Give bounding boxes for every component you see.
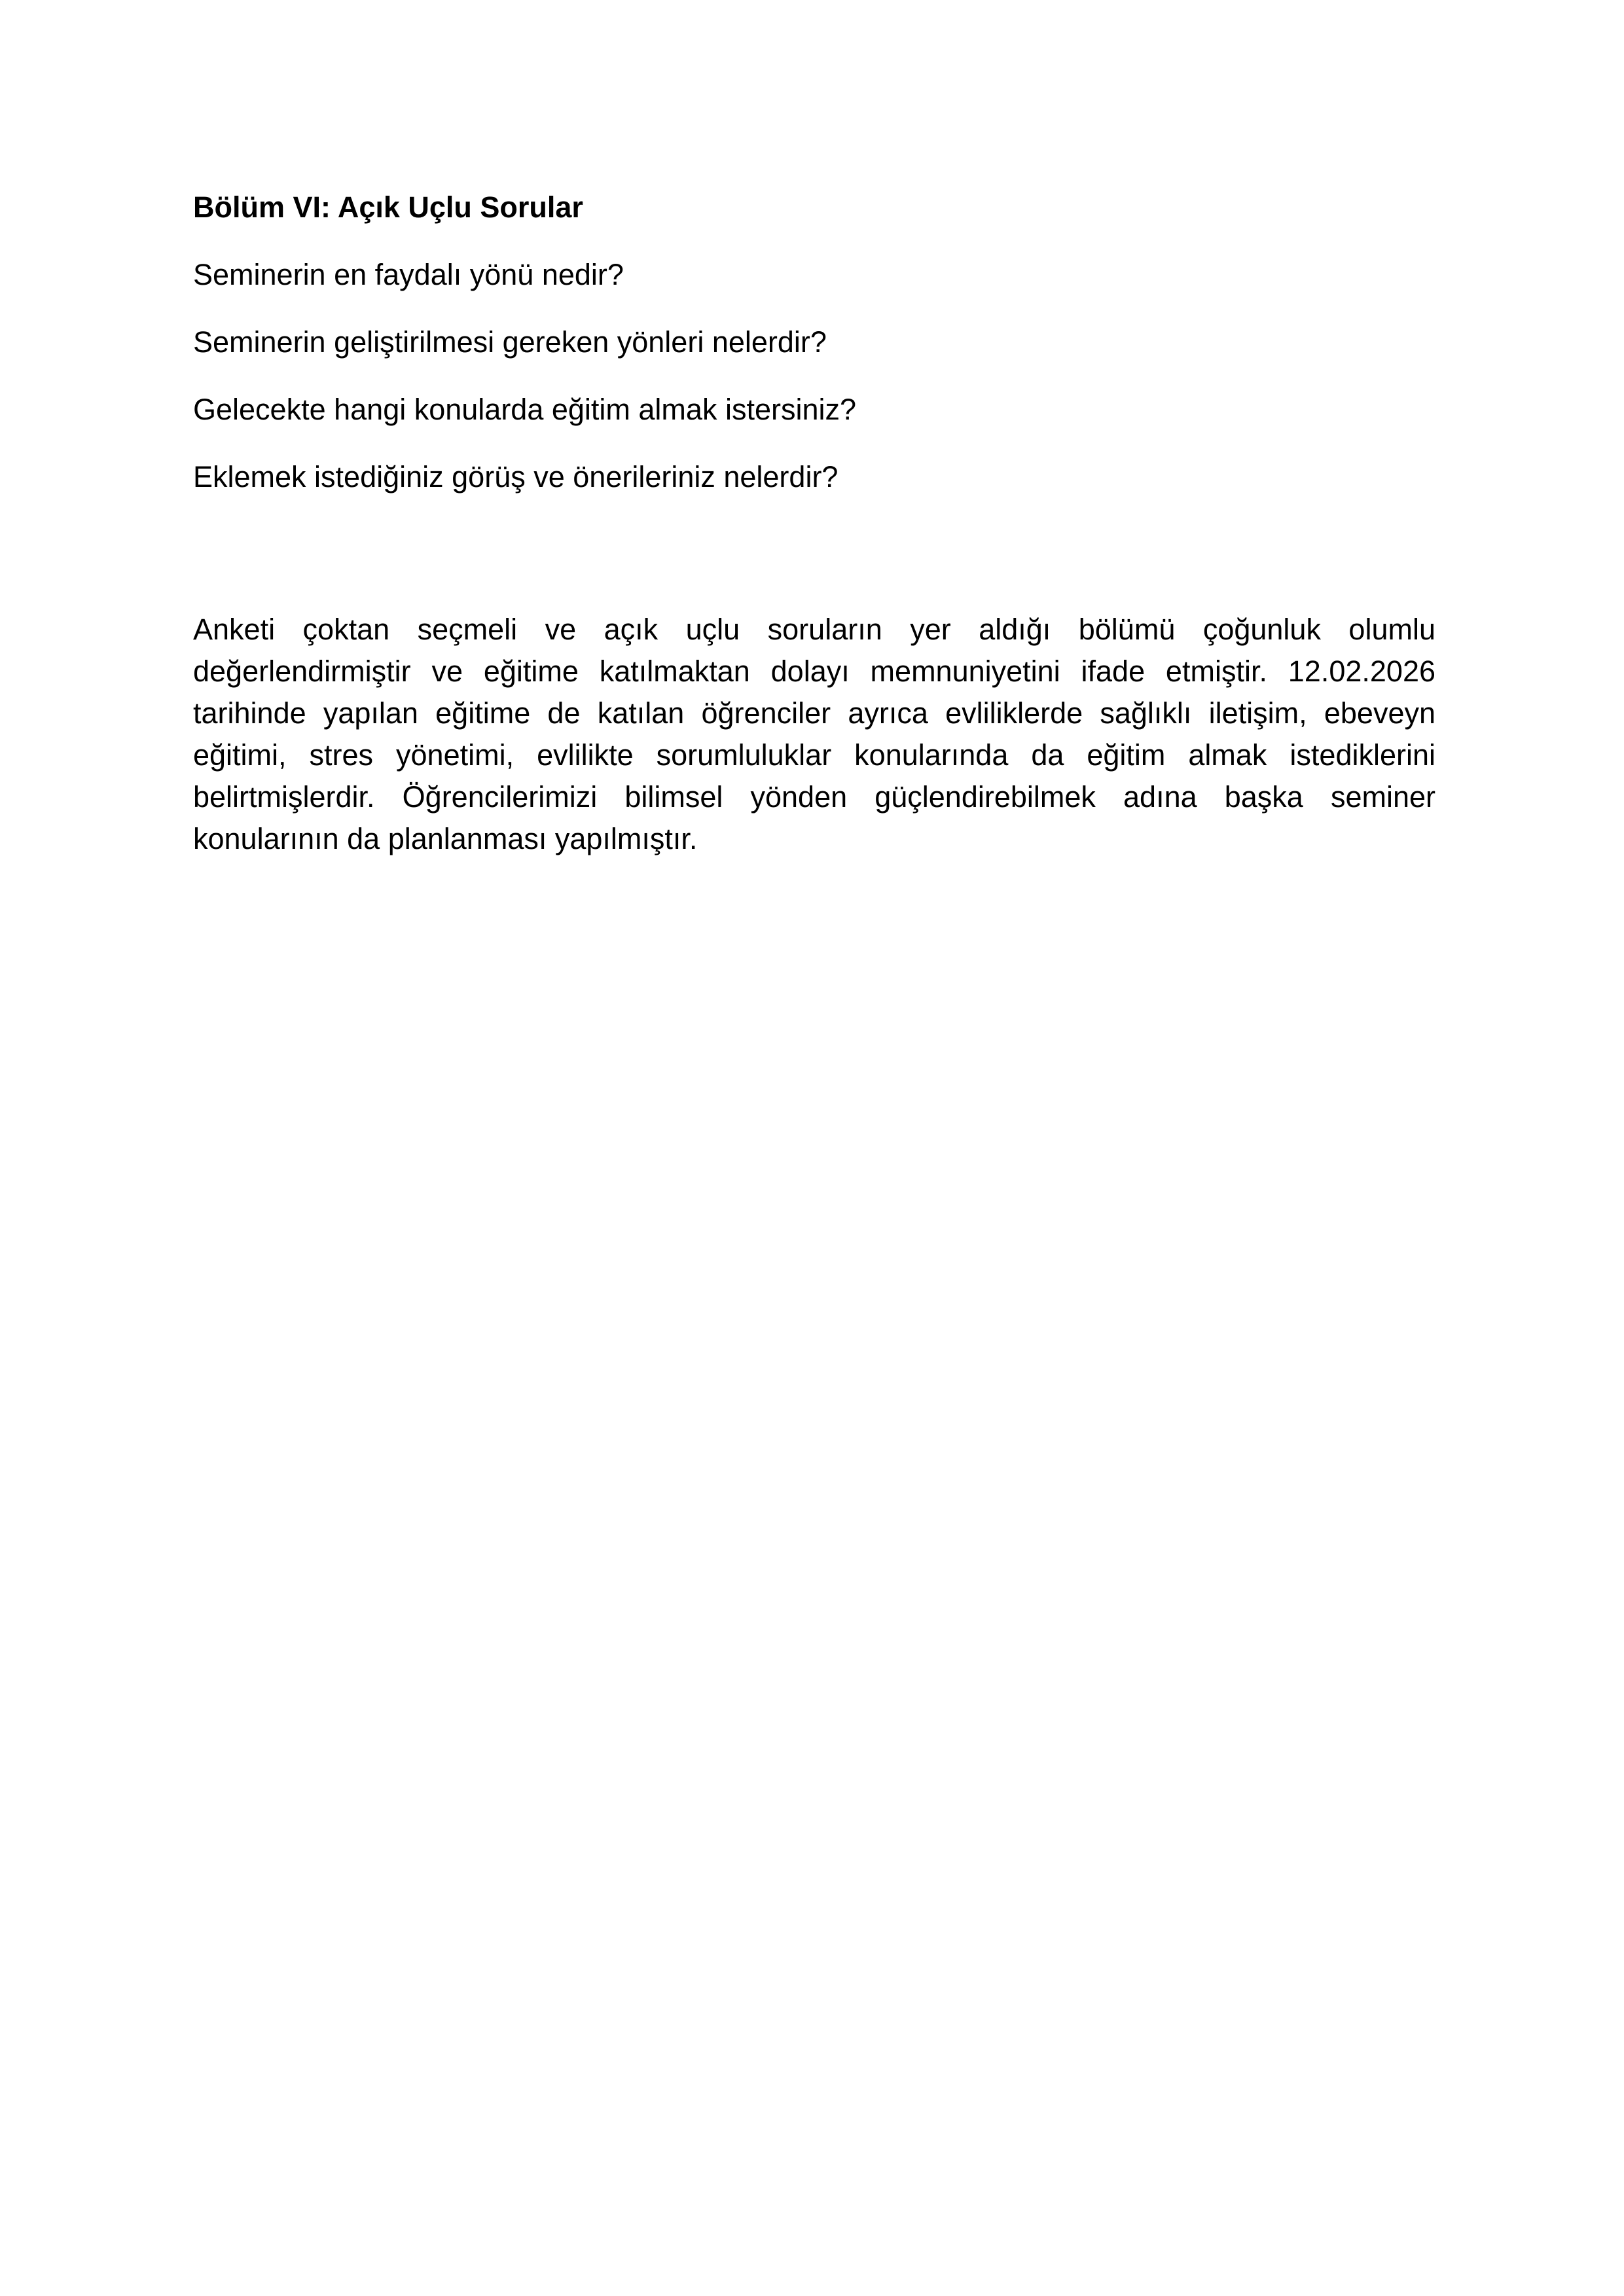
open-ended-question-1: Seminerin en faydalı yönü nedir?: [193, 258, 624, 291]
open-ended-question-2: Seminerin geliştirilmesi gereken yönleri nelerdir?: [193, 325, 827, 359]
section-heading: Bölüm VI: Açık Uçlu Sorular: [193, 190, 583, 224]
open-ended-question-4: Eklemek istediğiniz görüş ve önerileriniz nelerdir?: [193, 460, 839, 493]
open-ended-question-3: Gelecekte hangi konularda eğitim almak istersiniz?: [193, 393, 857, 426]
summary-paragraph: Anketi çoktan seçmeli ve açık uçlu soruların yer aldığı bölümü çoğunluk olumlu değerlendirmiştir ve eğitime katılmaktan dolayı memnuniyetini ifade etmiştir. 12.02.2026 tarihinde yapılan eğitime de katılan öğrenciler ayrıca evliliklerde sağlıklı iletişim, ebeveyn eğitimi, stres yönetimi, evlilikte sorumluluklar konularında da eğitim almak istediklerini belirtmişlerdir. Öğrencilerimizi bilimsel yönden güçlendirebilmek adına başka seminer konularının da planlanması yapılmıştır.: [193, 613, 1435, 855]
